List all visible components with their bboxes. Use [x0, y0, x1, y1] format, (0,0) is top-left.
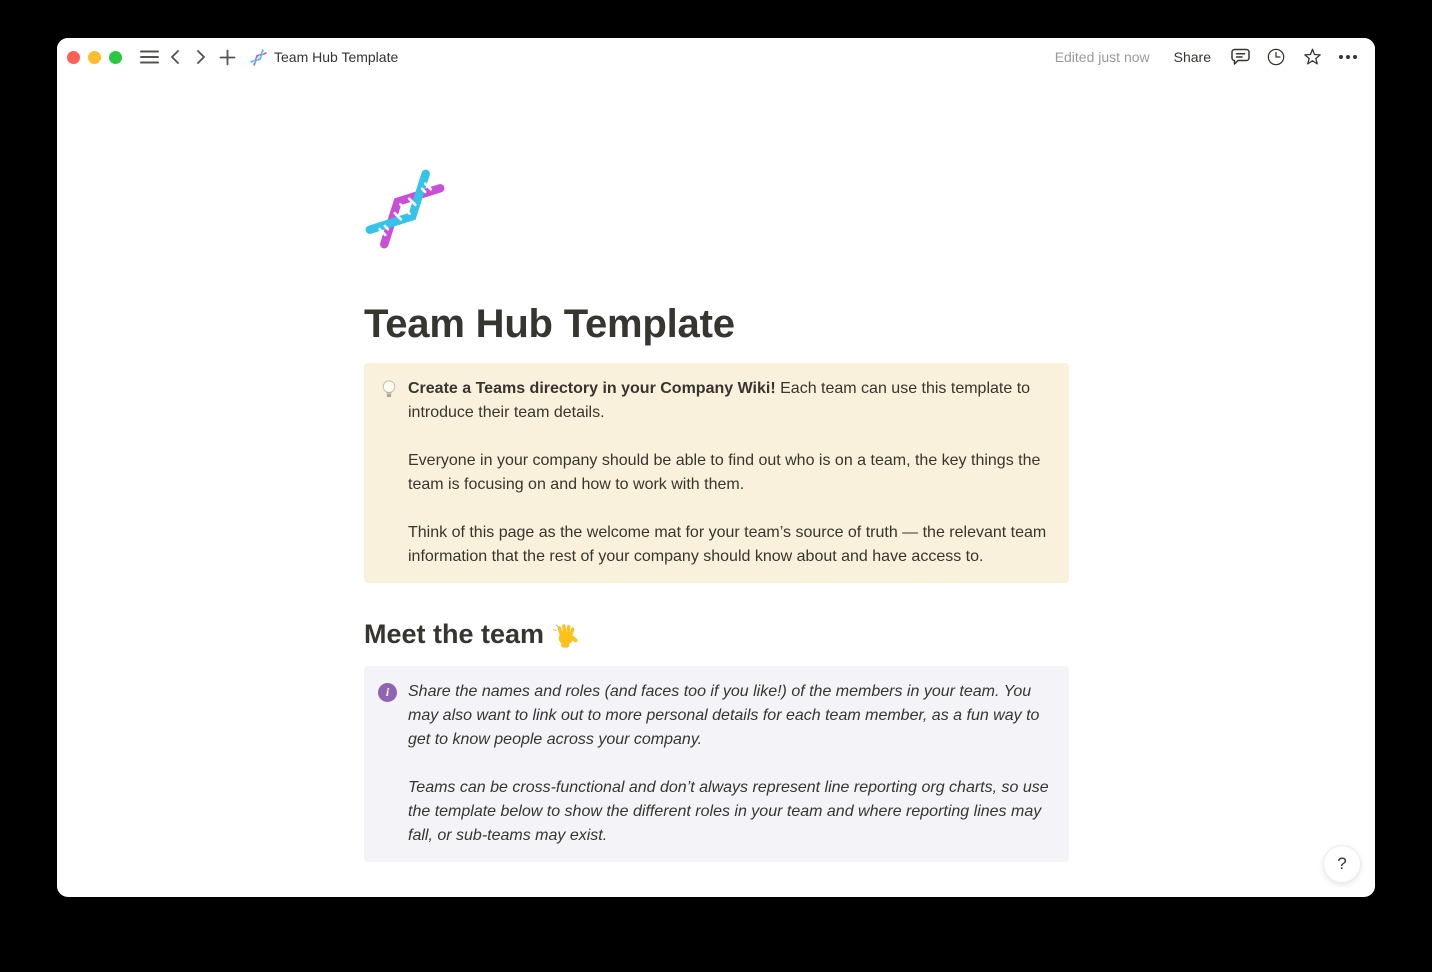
tip-callout[interactable] [364, 363, 1069, 583]
info-callout-body [408, 680, 1053, 848]
tip-callout-body [408, 377, 1053, 569]
chevron-right-icon [194, 49, 208, 65]
share-button[interactable]: Share [1168, 45, 1217, 69]
new-tab-button[interactable] [214, 44, 240, 70]
clock-icon [1266, 47, 1286, 67]
sidebar-menu-button[interactable] [136, 44, 162, 70]
tip-paragraph-1-rest: Each team can use this template to introduce their team details. [408, 380, 1031, 421]
page-title[interactable]: Team Hub Template [364, 302, 735, 346]
info-paragraph-2: Teams can be cross-functional and don’t always represent line reporting org charts, so use the template below to show the different roles in your team and where reporting lines may fall, or sub-teams may exist. [408, 779, 1049, 845]
comments-button[interactable] [1227, 44, 1253, 70]
traffic-lights [67, 51, 122, 64]
hamburger-menu-icon [140, 50, 159, 64]
info-callout-icon-wrap [378, 680, 402, 848]
light-bulb-icon [378, 377, 402, 569]
dna-emoji-icon [250, 49, 267, 66]
section-heading-meet-the-team[interactable] [364, 617, 1069, 652]
titlebar [57, 38, 1375, 76]
tip-paragraph-3: Think of this page as the welcome mat for your team’s source of truth — the relevant team information that the rest of your company should know about and have access to. [408, 524, 1047, 565]
ellipsis-icon [1338, 54, 1358, 60]
star-icon [1302, 47, 1323, 68]
tip-paragraph-1-bold: Create a Teams directory in your Company Wiki! [408, 380, 776, 397]
edited-status: Edited just now [1054, 49, 1150, 65]
page-column [364, 76, 1069, 897]
app-window [57, 38, 1375, 897]
close-window-button[interactable] [67, 51, 80, 64]
section-heading-text: Meet the team [364, 619, 545, 649]
updates-button[interactable] [1263, 44, 1289, 70]
back-button[interactable] [162, 44, 188, 70]
page-dna-emoji-icon[interactable] [364, 168, 446, 250]
plus-icon [219, 49, 236, 66]
comment-bubble-icon [1230, 47, 1251, 67]
titlebar-doc-title: Team Hub Template [274, 49, 399, 65]
minimize-window-button[interactable] [88, 51, 101, 64]
tip-paragraph-1 [408, 377, 1053, 425]
breadcrumb[interactable] [250, 49, 398, 66]
favorite-button[interactable] [1299, 44, 1325, 70]
info-paragraph-1: Share the names and roles (and faces too if you like!) of the members in your team. You may also want to link out to more personal details for each team member, as a fun way to get to know people across your company. [408, 683, 1040, 749]
tip-paragraph-2: Everyone in your company should be able to find out who is on a team, the key things the team is focusing on and how to work with them. [408, 452, 1041, 493]
more-options-button[interactable] [1335, 44, 1361, 70]
titlebar-actions [1055, 44, 1361, 70]
chevron-left-icon [168, 49, 182, 65]
page-content [57, 76, 1375, 897]
info-circle-icon: i [378, 683, 397, 702]
help-button[interactable]: ? [1323, 845, 1361, 883]
zoom-window-button[interactable] [109, 51, 122, 64]
info-callout[interactable] [364, 666, 1069, 862]
waving-hand-emoji-icon [552, 622, 579, 649]
forward-button[interactable] [188, 44, 214, 70]
